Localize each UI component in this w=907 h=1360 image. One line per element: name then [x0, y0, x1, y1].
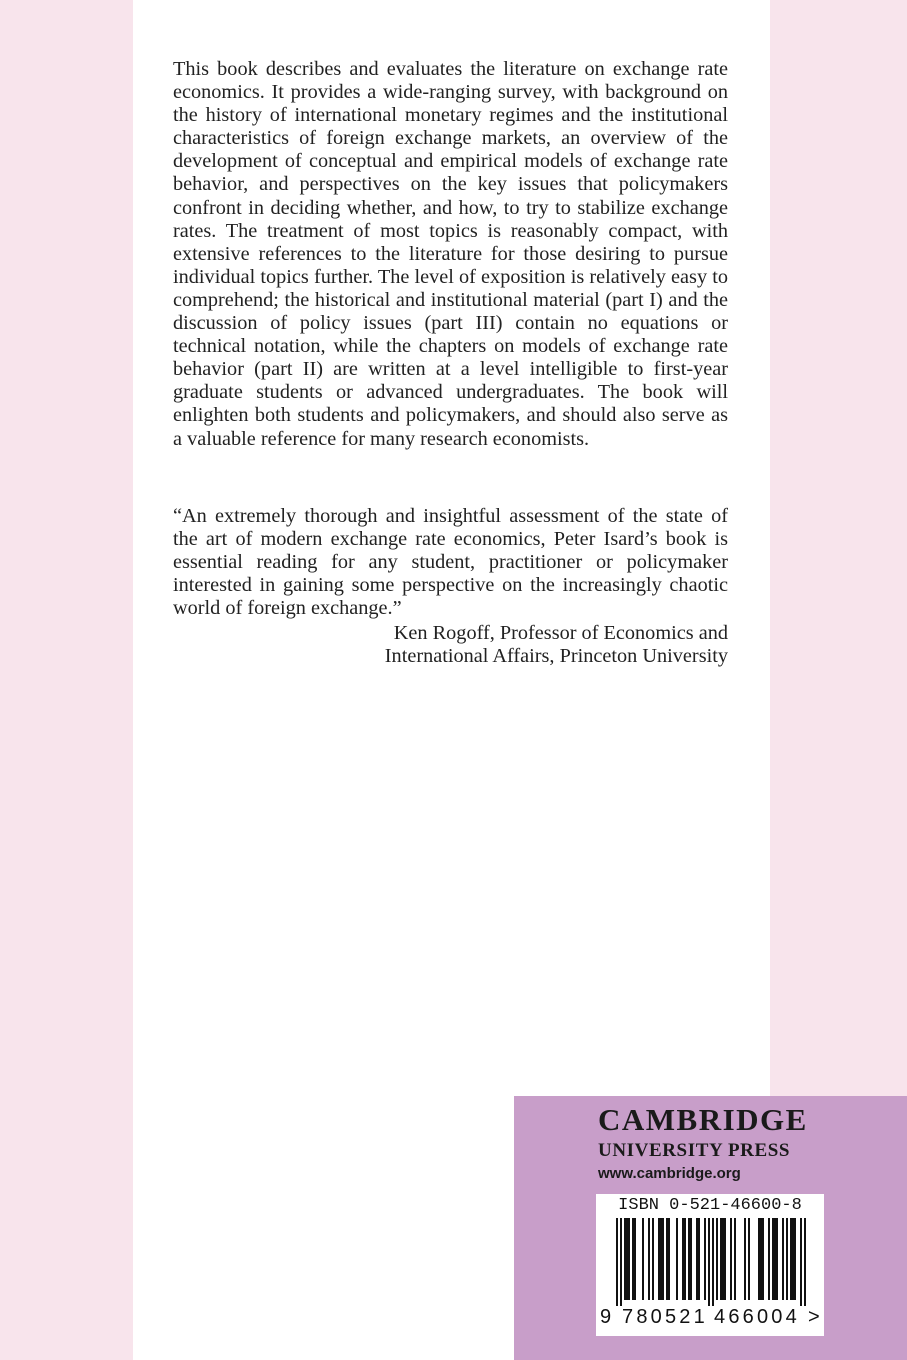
barcode-bar: [696, 1218, 698, 1300]
barcode-bar: [782, 1218, 784, 1300]
book-description: This book describes and evaluates the literature on exchange rate economics. It provides a wide-ranging survey, with background on the history of international monetary regimes and the institutional characteristics of foreign exchange markets, an overview of the development of conceptual and empirical models of exchange rate behavior, and perspectives on the key issues that policymakers confront in deciding whether, and how, to try to stabilize exchange rates. The treatment of most topics is reasonably compact, with extensive references to the literature for those desiring to pursue individual topics further. The level of exposition is relatively easy to comprehend; the historical and institutional material (part I) and the discussion of policy issues (part III) contain no equations or technical notation, while the chapters on models of exchange rate behavior (part II) are written at a level intelligible to first-year graduate students or advanced undergraduates. The book will enlighten both students and policymakers, and should also serve as a valuable reference for many research economists.: [173, 58, 728, 450]
endorsement-attribution: [385, 622, 728, 668]
barcode-bar: [668, 1218, 670, 1300]
barcode-bar: [724, 1218, 726, 1300]
barcode-bar: [642, 1218, 644, 1300]
barcode-bar: [626, 1218, 628, 1300]
barcode-end-mark: >: [808, 1306, 820, 1328]
barcode-bar: [658, 1218, 660, 1300]
barcode-bar: [792, 1218, 794, 1300]
barcode-bar: [722, 1218, 724, 1300]
barcode-right-group: 466004: [714, 1306, 800, 1328]
barcode-bar: [662, 1218, 664, 1300]
barcode-bar: [666, 1218, 668, 1300]
barcode-bar: [790, 1218, 792, 1300]
barcode-bar: [660, 1218, 662, 1300]
barcode-bar: [620, 1218, 622, 1306]
barcode-lead-digit: 9: [600, 1306, 612, 1328]
barcode-bar: [734, 1218, 736, 1300]
endorsement-quote: “An extremely thorough and insightful assessment of the state of the art of modern exchange rate economics, Peter Isard’s book is essential reading for any student, practitioner or policymaker interested in gaining some perspective on the increasingly chaotic world of foreign exchange.”: [173, 505, 728, 620]
barcode-bar: [688, 1218, 690, 1300]
publisher-panel: [514, 1096, 907, 1360]
barcode-bar: [632, 1218, 634, 1300]
barcode-bar: [616, 1218, 618, 1306]
barcode-bar: [698, 1218, 700, 1300]
barcode-bar: [768, 1218, 770, 1300]
barcode-bar: [800, 1218, 802, 1306]
attribution-line-2: International Affairs, Princeton University: [384, 645, 728, 668]
barcode-bar: [676, 1218, 678, 1300]
barcode-bar: [648, 1218, 650, 1300]
barcode-bar: [758, 1218, 760, 1300]
barcode-bar: [690, 1218, 692, 1300]
barcode-bar: [708, 1218, 710, 1306]
barcode-box: [596, 1194, 824, 1336]
barcode-bar: [776, 1218, 778, 1300]
barcode-bar: [748, 1218, 750, 1300]
publisher-subtitle: UNIVERSITY PRESS: [598, 1140, 791, 1161]
barcode-bar: [760, 1218, 762, 1300]
barcode-bar: [772, 1218, 774, 1300]
barcode-bar: [794, 1218, 796, 1300]
barcode-bar: [682, 1218, 684, 1300]
barcode-icon: [596, 1218, 824, 1306]
barcode-left-group: 780521: [622, 1306, 708, 1328]
barcode-bar: [624, 1218, 626, 1300]
isbn-label: ISBN 0-521-46600-8: [618, 1196, 802, 1215]
publisher-name: CAMBRIDGE: [598, 1102, 808, 1137]
barcode-bar: [634, 1218, 636, 1300]
barcode-bar: [628, 1218, 630, 1300]
barcode-bar: [744, 1218, 746, 1300]
barcode-bar: [730, 1218, 732, 1300]
barcode-bar: [704, 1218, 706, 1300]
barcode-bar: [804, 1218, 806, 1306]
barcode-bar: [720, 1218, 722, 1300]
barcode-bar: [762, 1218, 764, 1300]
attribution-line-1: Ken Rogoff, Professor of Economics and: [393, 622, 728, 644]
barcode-bar: [786, 1218, 788, 1300]
barcode-bar: [774, 1218, 776, 1300]
barcode-bar: [712, 1218, 714, 1306]
barcode-bar: [652, 1218, 654, 1300]
barcode-bar: [684, 1218, 686, 1300]
barcode-bar: [716, 1218, 718, 1300]
publisher-website: www.cambridge.org: [598, 1165, 741, 1182]
